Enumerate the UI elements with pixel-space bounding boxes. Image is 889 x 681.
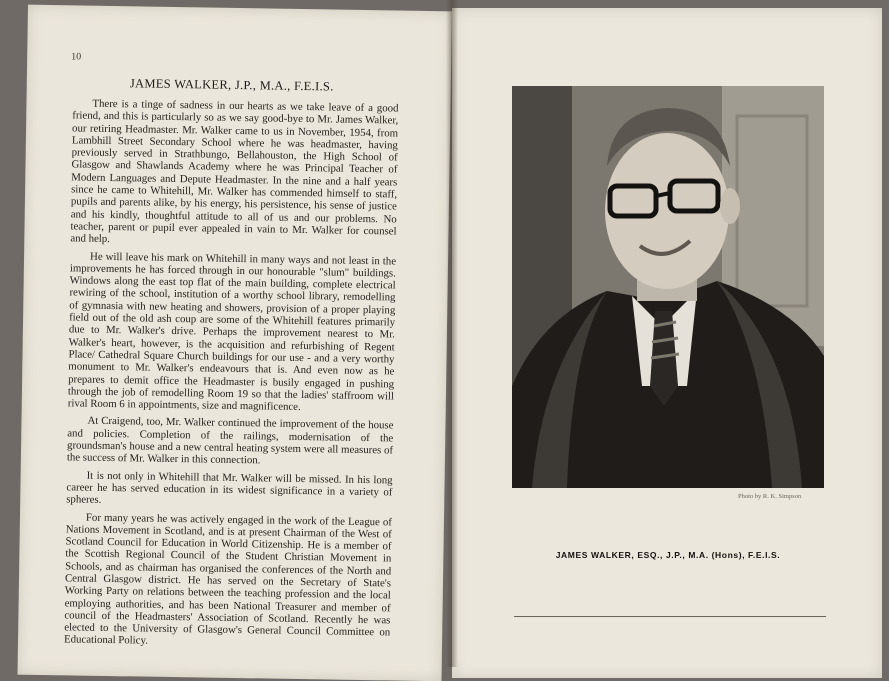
portrait-illustration (512, 86, 824, 488)
photo-caption: JAMES WALKER, ESQ., J.P., M.A. (Hons), F.E.I.S. (555, 550, 781, 560)
article-body (64, 97, 399, 656)
left-page (18, 5, 452, 681)
article-heading: JAMES WALKER, J.P., M.A., F.E.I.S. (129, 76, 334, 94)
paragraph: At Craigend, too, Mr. Walker continued the improvement of the house and policies. Completion of the railings, modernisation of the groundsman's house and a new central heating system were all measures of the success of Mr. Walker in this connection. (66, 415, 394, 467)
paragraph: For many years he was actively engaged in the work of the League of Nations Movement in Scotland, and is at present Chairman of the West of Scotland Council for Education in World Citizenship. He is a member of the Scottish Regional Council of the Student Christian Movement in Schools, and as chairman has organised the conferences of the North and Central Glasgow district. He has served on the Secretary of State's Working Party on relations between the teaching profession and the local employing authorities, and has been National Treasurer and member of council of the Headmasters' Association of Scotland. Recently he was elected to the University of Glasgow's General Council Committee on Educational Policy. (63, 511, 393, 648)
portrait-photo (512, 86, 824, 488)
paragraph: He will leave his mark on Whitehill in many ways and not least in the improvements he has forced through in our honourable "slum" buildings. Windows along the east top flat of the main building, complete electrical rewiring of the school, institution of a worthy school library, remodelling of gymnasia with new heating and showers, provision of a proper playing field out of the old ash coup are some of the Whitehill features primarily due to Mr. Walker's drive. Perhaps the improvement nearest to Mr. Walker's heart, however, is the acquisition and refurbishing of Regent Place/ Cathedral Square Church buildings for our use - and a very worthy monument to Mr. Walker's endeavours that is. And even now as he prepares to demit office the Headmaster is busily engaged in pushing through the job of remodelling Room 19 so that the ladies' staffroom will rival Room 6 in appointments, size and magnificence. (67, 250, 397, 414)
book-gutter (446, 0, 458, 667)
right-page (452, 8, 882, 678)
paragraph: It is not only in Whitehill that Mr. Walker will be missed. In his long career he has served education in its widest significance in a variety of spheres. (66, 469, 393, 507)
page-number: 10 (71, 51, 82, 63)
divider-line (514, 616, 826, 617)
paragraph: There is a tinge of sadness in our hearts as we take leave of a good friend, and this is particularly so as we say good-bye to Mr. James Walker, our retiring Headmaster. Mr. Walker came to us in November, 1954, from Lambhill Street Secondary School where he was headmaster, having previously served in Strathbungo, Bellahouston, the High School of Glasgow and Shawlands Academy where he was Principal Teacher of Modern Languages and Depute Headmaster. In the nine and a half years since he came to Whitehill, Mr. Walker has commended himself to staff, pupils and parents alike, by his energy, his persistence, his sense of justice and his kindly, thoughtful attitude to all of us and our problems. No teacher, parent or pupil ever appealed in vain to Mr. Walker for counsel and help. (70, 97, 399, 246)
photo-credit: Photo by R. K. Simpson (738, 493, 802, 500)
